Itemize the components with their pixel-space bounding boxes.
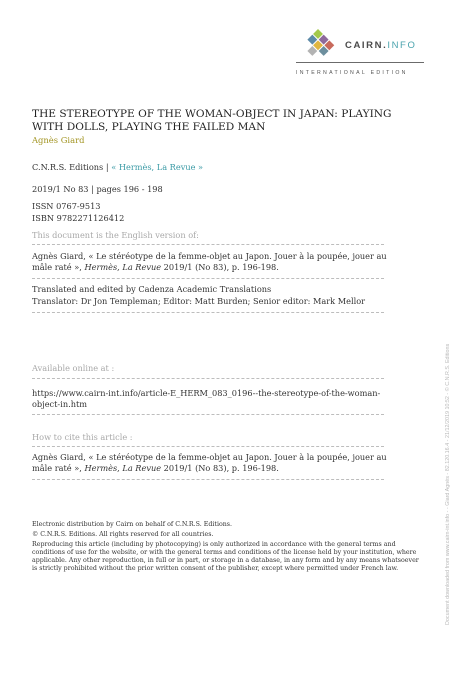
brand-name	[345, 40, 416, 51]
cairn-logo-icon	[295, 29, 341, 63]
article-url[interactable]: https://www.cairn-int.info/article-E_HERM_083_0196--the-stereotype-of-the-woman-object-in.htm	[32, 388, 381, 409]
issn: ISSN 0767-9513	[32, 201, 101, 211]
copyright-notice: © C.N.R.S. Editions. All rights reserved for all countries.	[32, 531, 214, 538]
english-version-label: This document is the English version of:	[32, 230, 199, 240]
reference-issue: 2019/1 (No 83), p. 196-198.	[161, 262, 279, 272]
logo-divider	[296, 62, 424, 63]
reference-text: Agnès Giard, « Le stéréotype de la femme-objet au Japon. Jouer à la poupée, jouer au mâle raté »,	[32, 251, 387, 272]
issue-line: 2019/1 No 83 | pages 196 - 198	[32, 184, 163, 194]
distribution-notice: Electronic distribution by Cairn on behalf of C.N.R.S. Editions.	[32, 521, 233, 528]
translator-credit: Translator: Dr Jon Templeman; Editor: Matt Burden; Senior editor: Mark Mellor	[32, 296, 366, 306]
brand-main: CAIRN	[345, 40, 384, 51]
article-author[interactable]: Agnès Giard	[32, 135, 85, 145]
journal-link[interactable]: « Hermès, La Revue »	[111, 162, 204, 172]
isbn: ISBN 9782271126412	[32, 213, 125, 223]
divider	[32, 446, 384, 447]
article-title: THE STEREOTYPE OF THE WOMAN-OBJECT IN JAPAN: PLAYING WITH DOLLS, PLAYING THE FAILED MAN	[32, 108, 392, 133]
reference-journal: Hermès, La Revue	[84, 262, 162, 272]
divider	[32, 479, 384, 480]
cite-issue: 2019/1 (No 83), p. 196-198.	[161, 463, 279, 473]
cite-reference	[32, 452, 396, 474]
divider	[32, 312, 384, 313]
download-watermark: Document downloaded from www.cairn-int.info - - Giard Agnès - 82.120.16.4 - 21/12/2019 10:52 - © C.N.R.S. Editions	[445, 343, 451, 625]
divider	[32, 378, 384, 379]
cite-text: Agnès Giard, « Le stéréotype de la femme-objet au Japon. Jouer à la poupée, jouer au mâle raté »,	[32, 452, 387, 473]
divider	[32, 414, 384, 415]
brand-subtitle: INTERNATIONAL EDITION	[296, 70, 408, 76]
brand-info: INFO	[387, 40, 417, 51]
brand-separator: .	[383, 40, 388, 51]
publisher-line	[32, 162, 203, 172]
cite-journal: Hermès, La Revue	[84, 463, 162, 473]
reproduction-notice: Reproducing this article (including by photocopying) is only authorized in accordance with the general terms and conditions of use for the website, or with the general terms and conditions of the license held by your institution, where applicable. Any other reproduction, in full or in part, or storage in a database, in any form and by any means whatsoever is strictly prohibited without the prior written consent of the publisher, except where permitted under French law.	[32, 541, 419, 573]
publisher: C.N.R.S. Editions	[32, 162, 104, 172]
divider	[32, 278, 384, 279]
divider	[32, 244, 384, 245]
english-version-reference	[32, 251, 396, 273]
publisher-separator: |	[103, 162, 112, 172]
translation-credit: Translated and edited by Cadenza Academic Translations	[32, 284, 272, 294]
available-online-label: Available online at :	[32, 363, 115, 373]
cite-label: How to cite this article :	[32, 432, 133, 442]
